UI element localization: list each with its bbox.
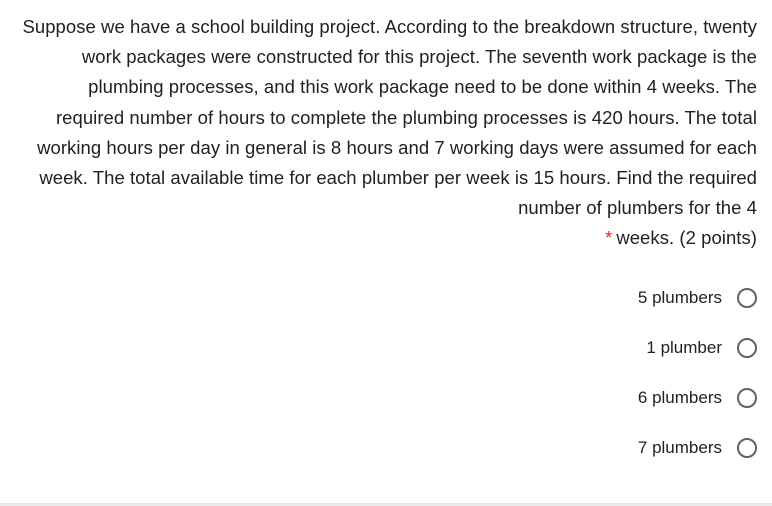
radio-button[interactable] — [737, 438, 757, 458]
question-body: Suppose we have a school building project. According to the breakdown structure, twenty work packages were constructed for this project. The seventh work package is the plumbing processes, and this work package need to be done within 4 weeks. The required number of hours to complete the plumbing processes is 420 hours. The total working hours per day in general is 8 hours and 7 working days were assumed for each week. The total available time for each plumber per week is 15 hours. Find the required number of plumbers for the 4 — [22, 16, 757, 219]
radio-button[interactable] — [737, 288, 757, 308]
option-label: 7 plumbers — [637, 438, 722, 457]
question-text — [17, 12, 757, 254]
radio-button[interactable] — [737, 388, 757, 408]
option-label: 1 plumber — [646, 338, 722, 357]
option-6-plumbers[interactable] — [457, 383, 757, 413]
answer-options — [457, 283, 757, 483]
required-asterisk: * — [605, 227, 613, 249]
option-label: 5 plumbers — [637, 288, 722, 307]
option-label: 6 plumbers — [637, 388, 722, 407]
option-7-plumbers[interactable] — [457, 433, 757, 463]
question-points: weeks. (2 points) — [616, 227, 757, 249]
option-1-plumber[interactable] — [457, 333, 757, 363]
radio-button[interactable] — [737, 338, 757, 358]
option-5-plumbers[interactable] — [457, 283, 757, 313]
